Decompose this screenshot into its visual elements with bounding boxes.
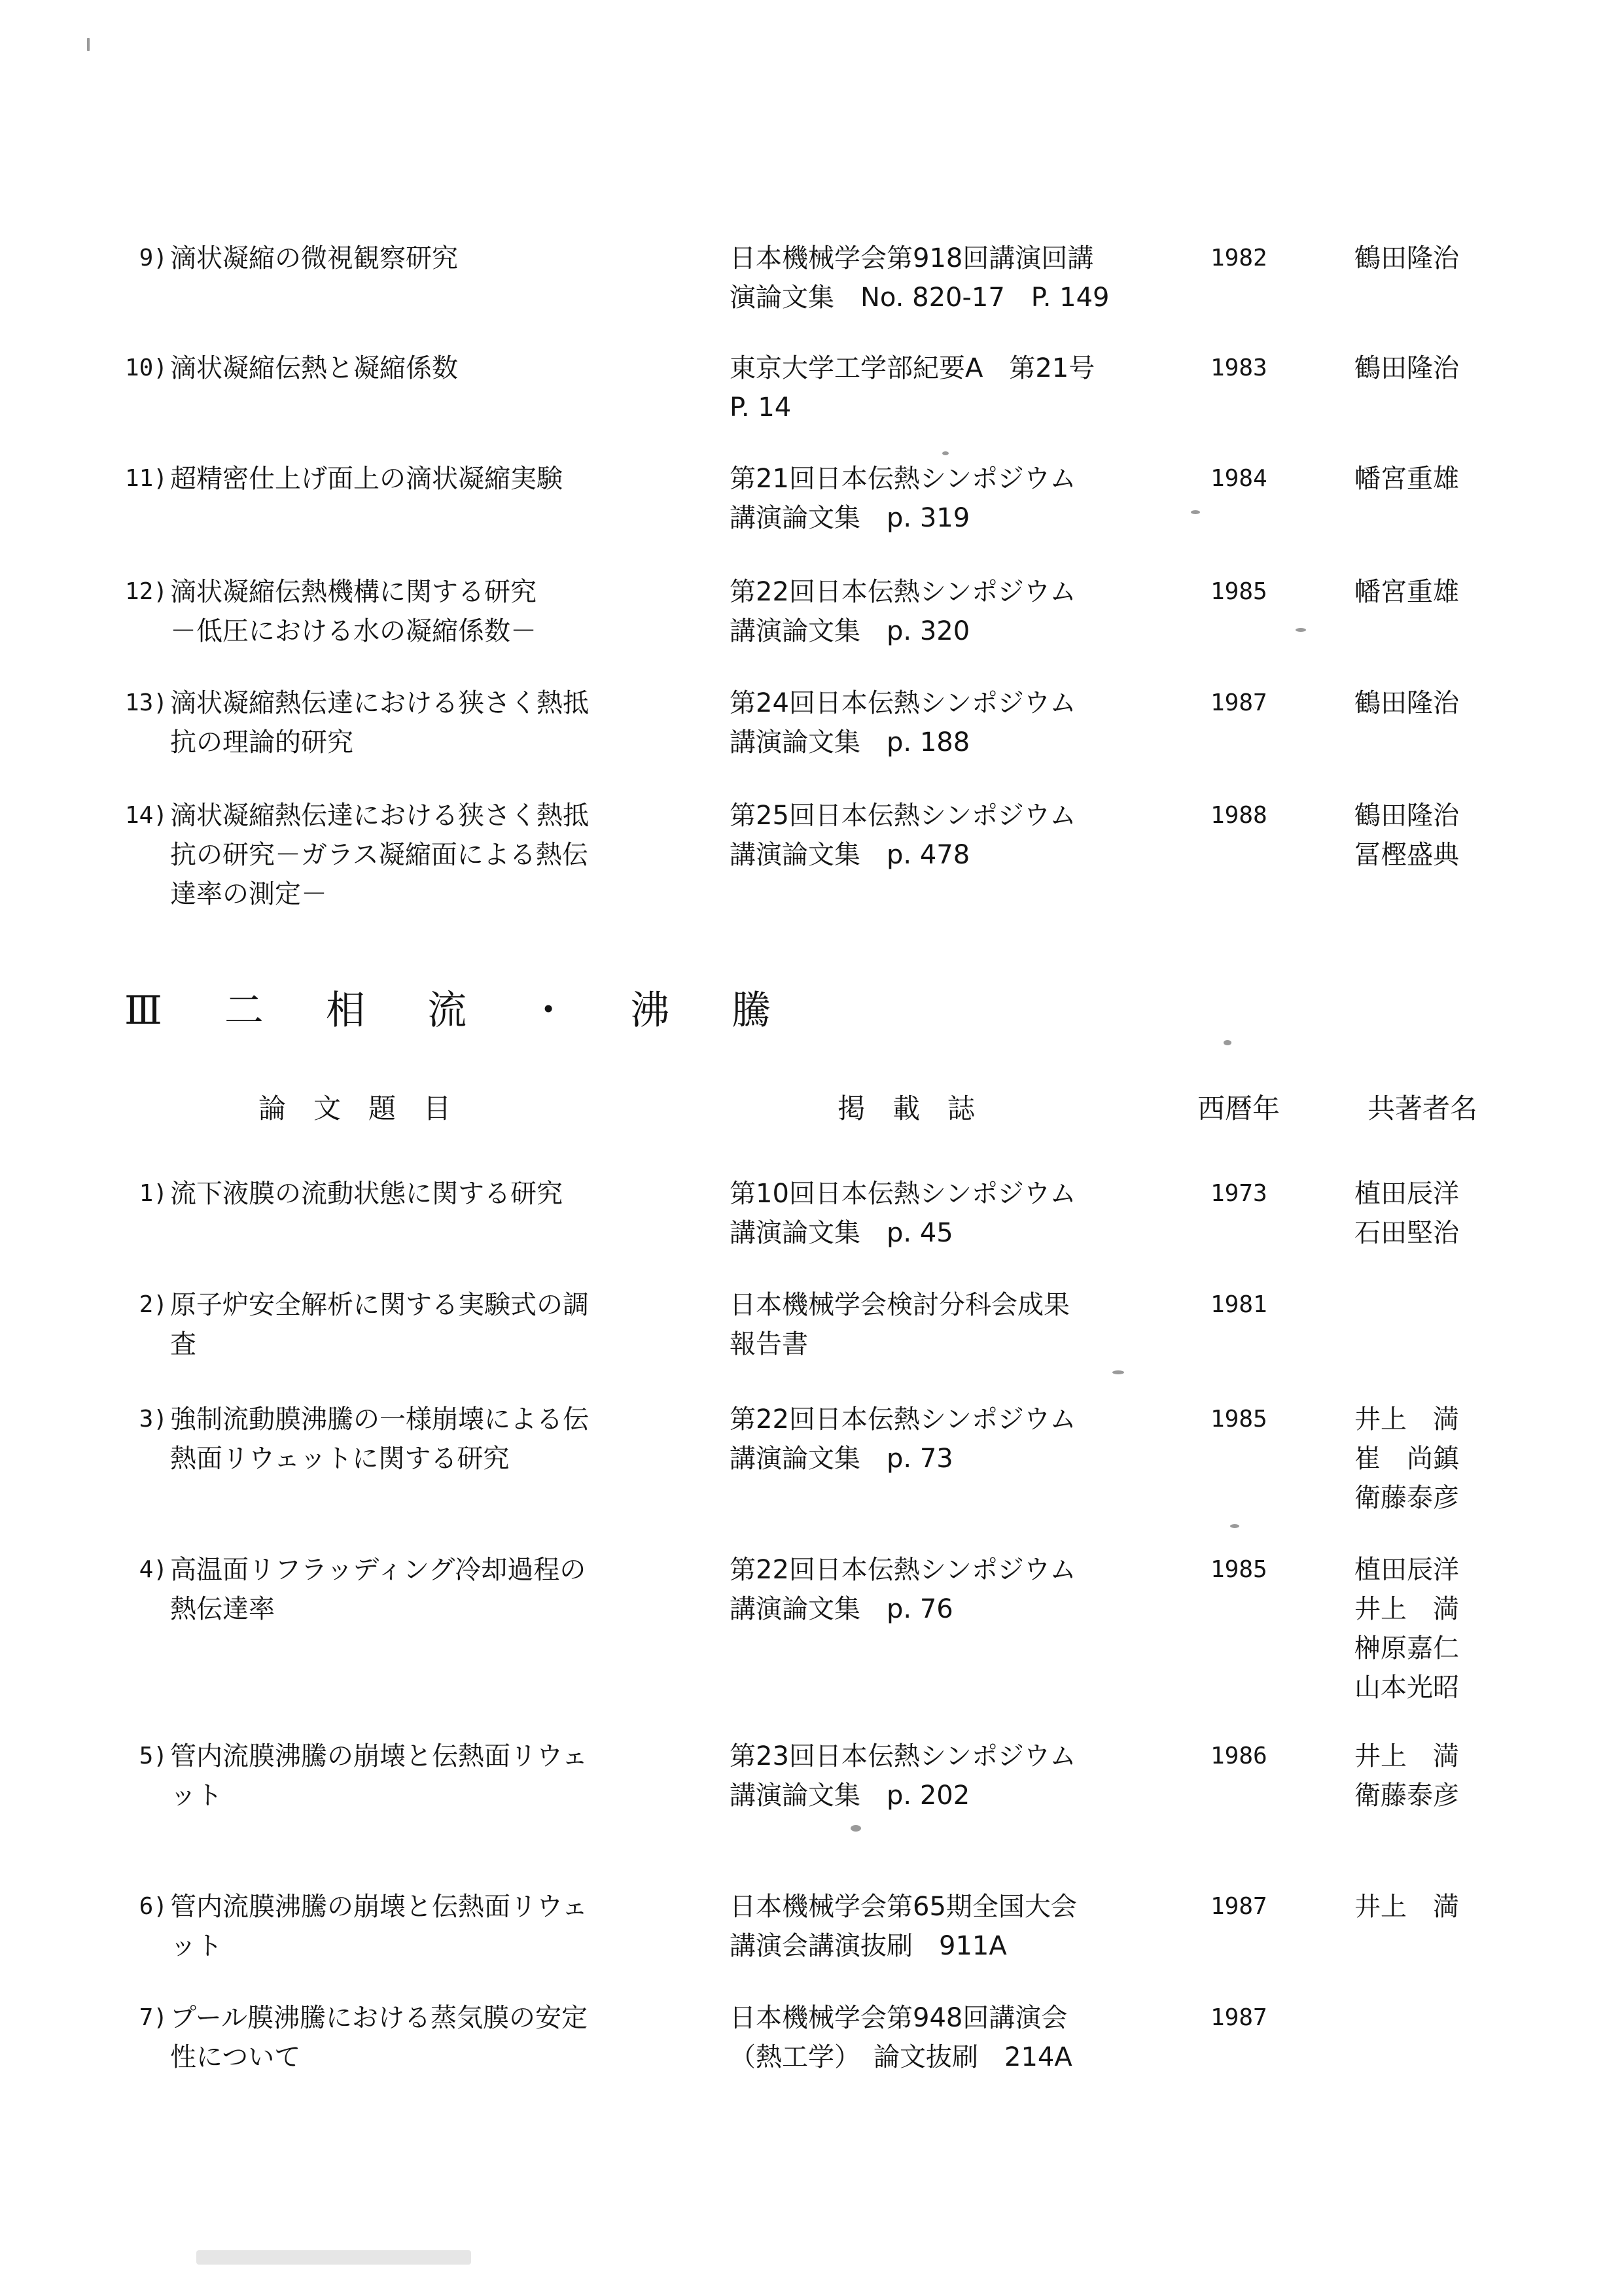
column-header-authors: 共著者名 (1368, 1092, 1478, 1124)
entry-number: 14) (124, 802, 168, 829)
entry-authors: 鶴田隆治 冨樫盛典 (1354, 801, 1459, 870)
entry-authors: 植田辰洋 井上 満 榊原嘉仁 山本光昭 (1354, 1555, 1459, 1703)
entry-year: 1987 (1210, 689, 1267, 716)
entry-number: 6) (139, 1893, 168, 1920)
entry-journal: 日本機械学会第948回講演会 （熱工学） 論文抜刷 214A (730, 2003, 1072, 2072)
entry-journal: 第21回日本伝熱シンポジウム 講演論文集 p. 319 (730, 464, 1076, 533)
scan-speck (851, 1825, 861, 1832)
entry-number: 2) (139, 1291, 168, 1318)
entry-authors: 井上 満 衛藤泰彦 (1354, 1741, 1459, 1811)
entry-number: 3) (139, 1406, 168, 1433)
section-heading: Ⅲ 二 相 流 ・ 沸 騰 (124, 988, 796, 1034)
scan-speck (1191, 510, 1200, 514)
entry-year: 1981 (1210, 1291, 1267, 1318)
entry-authors: 鶴田隆治 (1354, 243, 1459, 273)
entry-authors: 幡宮重雄 (1354, 577, 1459, 607)
entry-title: 管内流膜沸騰の崩壊と伝熱面リウェ ット (170, 1892, 588, 1961)
scan-speck (1112, 1370, 1124, 1374)
entry-journal: 日本機械学会検討分科会成果 報告書 (730, 1290, 1070, 1359)
entry-journal: 第10回日本伝熱シンポジウム 講演論文集 p. 45 (730, 1179, 1076, 1248)
entry-journal: 第25回日本伝熱シンポジウム 講演論文集 p. 478 (730, 801, 1076, 870)
entry-number: 11) (124, 465, 168, 492)
column-header-year: 西暦年 (1197, 1092, 1280, 1124)
entry-number: 12) (124, 578, 168, 605)
entry-authors: 井上 満 崔 尚鎮 衛藤泰彦 (1354, 1404, 1459, 1513)
entry-title: 強制流動膜沸騰の一様崩壊による伝 熱面リウェットに関する研究 (170, 1404, 589, 1474)
entry-authors: 井上 満 (1354, 1892, 1459, 1922)
entry-title: プール膜沸騰における蒸気膜の安定 性について (170, 2003, 588, 2072)
scan-speck (1230, 1524, 1239, 1528)
entry-year: 1973 (1210, 1180, 1267, 1207)
entry-title: 滴状凝縮伝熱機構に関する研究 －低圧における水の凝縮係数－ (170, 577, 537, 646)
scan-speck (87, 38, 90, 51)
entry-year: 1987 (1210, 1893, 1267, 1920)
entry-year: 1983 (1210, 355, 1267, 381)
entry-number: 5) (139, 1743, 168, 1769)
entry-title: 滴状凝縮の微視観察研究 (170, 243, 458, 273)
entry-number: 7) (139, 2004, 168, 2031)
entry-year: 1985 (1210, 578, 1267, 605)
scan-speck (1224, 1040, 1231, 1045)
entry-number: 1) (139, 1180, 168, 1207)
entry-journal: 日本機械学会第65期全国大会 講演会講演抜刷 911A (730, 1892, 1077, 1961)
entry-title: 超精密仕上げ面上の滴状凝縮実験 (170, 464, 563, 494)
entry-journal: 第22回日本伝熱シンポジウム 講演論文集 p. 320 (730, 577, 1076, 646)
entry-title: 原子炉安全解析に関する実験式の調 査 (170, 1290, 589, 1359)
entry-number: 9) (139, 245, 168, 271)
entry-year: 1986 (1210, 1743, 1267, 1769)
entry-journal: 東京大学工学部紀要A 第21号 P. 14 (730, 353, 1095, 423)
scan-speck (196, 2250, 471, 2265)
entry-journal: 第22回日本伝熱シンポジウム 講演論文集 p. 73 (730, 1404, 1076, 1474)
entry-year: 1984 (1210, 465, 1267, 492)
entry-year: 1982 (1210, 245, 1267, 271)
entry-journal: 日本機械学会第918回講演回講 演論文集 No. 820-17 P. 149 (730, 243, 1110, 313)
scan-speck (1296, 628, 1306, 632)
entry-title: 滴状凝縮伝熱と凝縮係数 (170, 353, 458, 383)
entry-title: 管内流膜沸騰の崩壊と伝熱面リウェ ット (170, 1741, 588, 1811)
entry-journal: 第23回日本伝熱シンポジウム 講演論文集 p. 202 (730, 1741, 1076, 1811)
scan-speck (942, 451, 949, 455)
entry-year: 1985 (1210, 1406, 1267, 1433)
entry-authors: 幡宮重雄 (1354, 464, 1459, 494)
entry-authors: 鶴田隆治 (1354, 688, 1459, 718)
entry-title: 滴状凝縮熱伝達における狭さく熱抵 抗の研究－ガラス凝縮面による熱伝 達率の測定－ (170, 801, 589, 909)
entry-title: 流下液膜の流動状態に関する研究 (170, 1179, 563, 1209)
entry-number: 13) (124, 689, 168, 716)
entry-authors: 植田辰洋 石田堅治 (1354, 1179, 1459, 1248)
column-header-journal: 掲 載 誌 (838, 1092, 976, 1124)
column-header-title: 論 文 題 目 (258, 1092, 451, 1124)
entry-number: 4) (139, 1556, 168, 1583)
entry-year: 1985 (1210, 1556, 1267, 1583)
entry-year: 1987 (1210, 2004, 1267, 2031)
entry-journal: 第24回日本伝熱シンポジウム 講演論文集 p. 188 (730, 688, 1076, 757)
entry-year: 1988 (1210, 802, 1267, 829)
entry-authors: 鶴田隆治 (1354, 353, 1459, 383)
entry-title: 高温面リフラッディング冷却過程の 熱伝達率 (170, 1555, 586, 1624)
entry-journal: 第22回日本伝熱シンポジウム 講演論文集 p. 76 (730, 1555, 1076, 1624)
entry-number: 10) (124, 355, 168, 381)
entry-title: 滴状凝縮熱伝達における狭さく熱抵 抗の理論的研究 (170, 688, 589, 757)
